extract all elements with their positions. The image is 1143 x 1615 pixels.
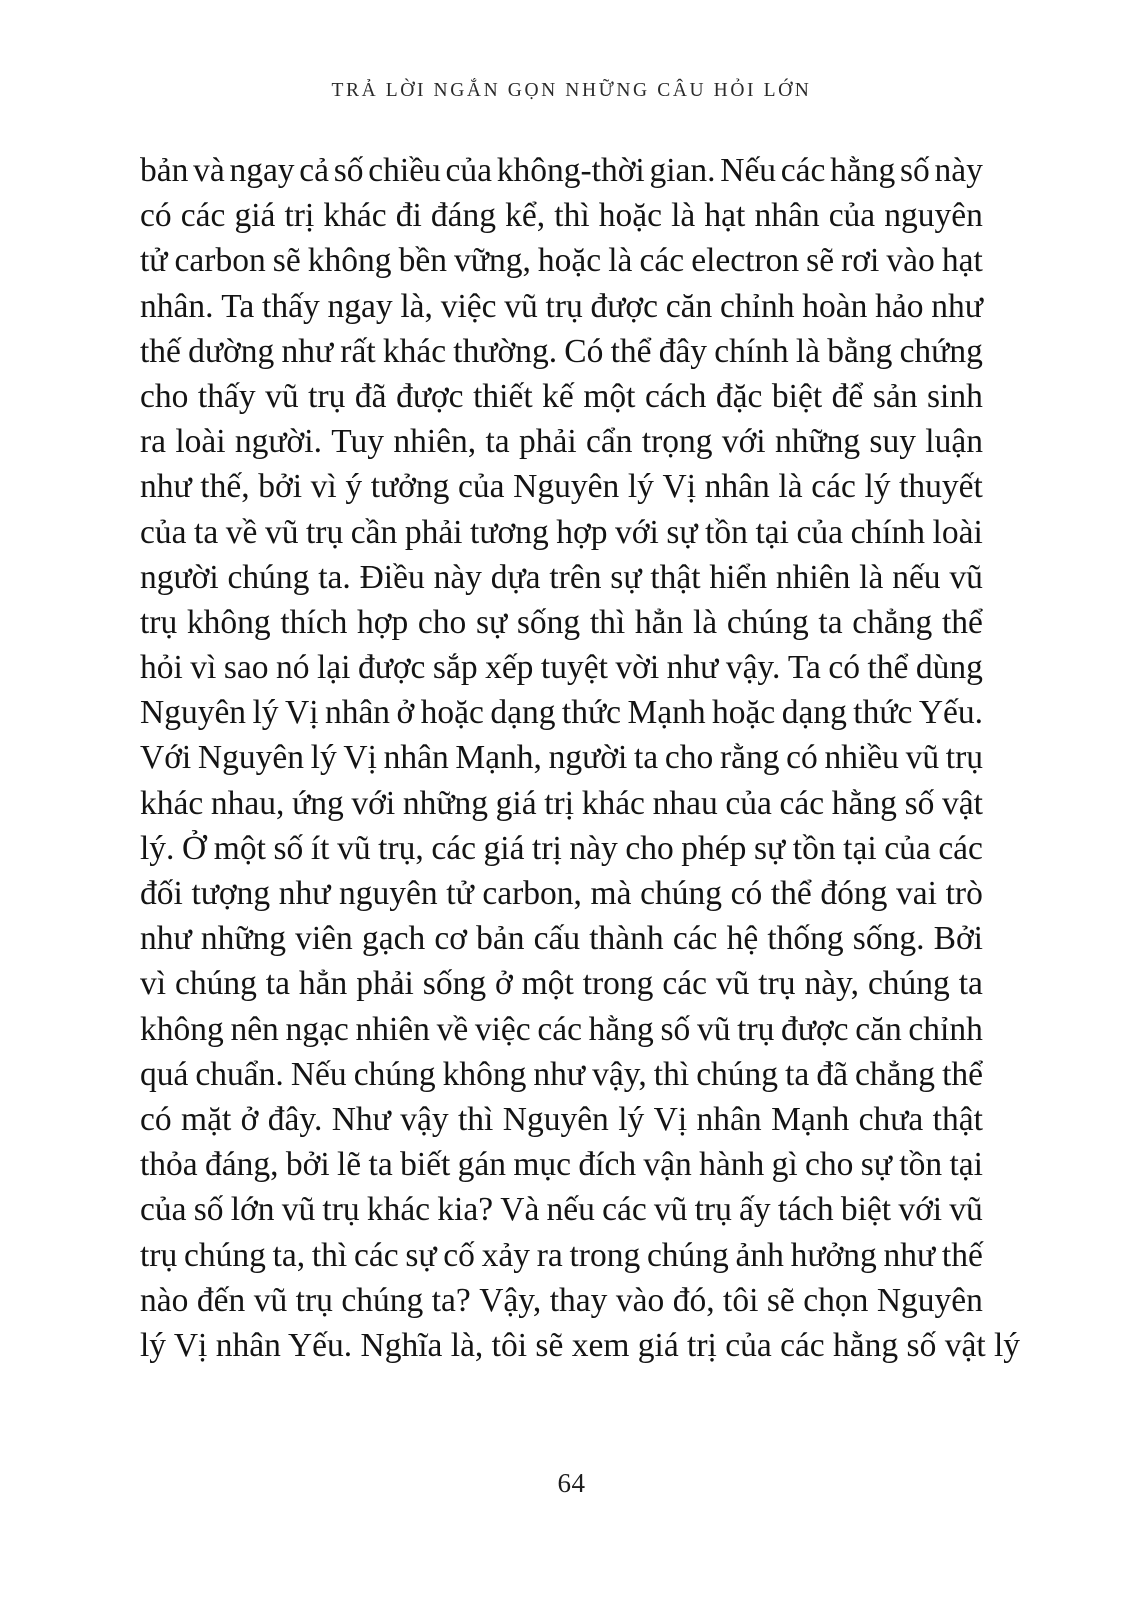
text-line: khác nhau, ứng với những giá trị khác nhau của các hằng số vật xyxy=(140,784,983,822)
text-line: Với Nguyên lý Vị nhân Mạnh, người ta cho rằng có nhiều vũ trụ xyxy=(140,739,983,777)
running-head: TRẢ LỜI NGẮN GỌN NHỮNG CÂU HỎI LỚN xyxy=(331,80,812,101)
text-line: người chúng ta. Điều này dựa trên sự thật hiển nhiên là nếu vũ xyxy=(140,558,983,596)
text-line: như thế, bởi vì ý tưởng của Nguyên lý Vị nhân là các lý thuyết xyxy=(140,468,983,506)
text-line: của ta về vũ trụ cần phải tương hợp với sự tồn tại của chính loài xyxy=(140,513,983,551)
text-line: cho thấy vũ trụ đã được thiết kế một cách đặc biệt để sản sinh xyxy=(140,377,983,415)
page-number: 64 xyxy=(557,1468,586,1498)
text-line: trụ chúng ta, thì các sự cố xảy ra trong chúng ảnh hưởng như thế xyxy=(140,1236,983,1274)
text-line: bản và ngay cả số chiều của không-thời gian. Nếu các hằng số này xyxy=(140,152,983,189)
text-line: hỏi vì sao nó lại được sắp xếp tuyệt vời như vậy. Ta có thể dùng xyxy=(140,649,983,687)
text-line: nhân. Ta thấy ngay là, việc vũ trụ được căn chỉnh hoàn hảo như xyxy=(140,287,983,325)
text-line: nào đến vũ trụ chúng ta? Vậy, thay vào đó, tôi sẽ chọn Nguyên xyxy=(140,1281,983,1319)
text-line: trụ không thích hợp cho sự sống thì hẳn là chúng ta chẳng thể xyxy=(140,603,983,641)
text-line: lý. Ở một số ít vũ trụ, các giá trị này cho phép sự tồn tại của các xyxy=(140,829,983,867)
text-line: quá chuẩn. Nếu chúng không như vậy, thì chúng ta đã chẳng thể xyxy=(140,1055,983,1093)
text-line: có mặt ở đây. Như vậy thì Nguyên lý Vị nhân Mạnh chưa thật xyxy=(140,1100,983,1138)
text-line: vì chúng ta hẳn phải sống ở một trong các vũ trụ này, chúng ta xyxy=(140,965,983,1003)
text-line: tử carbon sẽ không bền vững, hoặc là các electron sẽ rơi vào hạt xyxy=(140,242,983,280)
text-line: ra loài người. Tuy nhiên, ta phải cẩn trọng với những suy luận xyxy=(140,423,983,461)
text-line: không nên ngạc nhiên về việc các hằng số vũ trụ được căn chỉnh xyxy=(140,1010,983,1048)
text-line: lý Vị nhân Yếu. Nghĩa là, tôi sẽ xem giá trị của các hằng số vật lý xyxy=(140,1326,1021,1364)
text-line: thỏa đáng, bởi lẽ ta biết gán mục đích vận hành gì cho sự tồn tại xyxy=(140,1146,983,1184)
text-line: Nguyên lý Vị nhân ở hoặc dạng thức Mạnh hoặc dạng thức Yếu. xyxy=(140,694,983,732)
text-line: đối tượng như nguyên tử carbon, mà chúng có thể đóng vai trò xyxy=(140,875,983,912)
text-line: như những viên gạch cơ bản cấu thành các hệ thống sống. Bởi xyxy=(140,920,983,958)
text-line: của số lớn vũ trụ khác kia? Và nếu các vũ trụ ấy tách biệt với vũ xyxy=(140,1191,983,1229)
text-line: thế dường như rất khác thường. Có thể đây chính là bằng chứng xyxy=(140,332,983,370)
body-text-block xyxy=(140,148,1021,1368)
text-line: có các giá trị khác đi đáng kể, thì hoặc là hạt nhân của nguyên xyxy=(140,197,983,235)
